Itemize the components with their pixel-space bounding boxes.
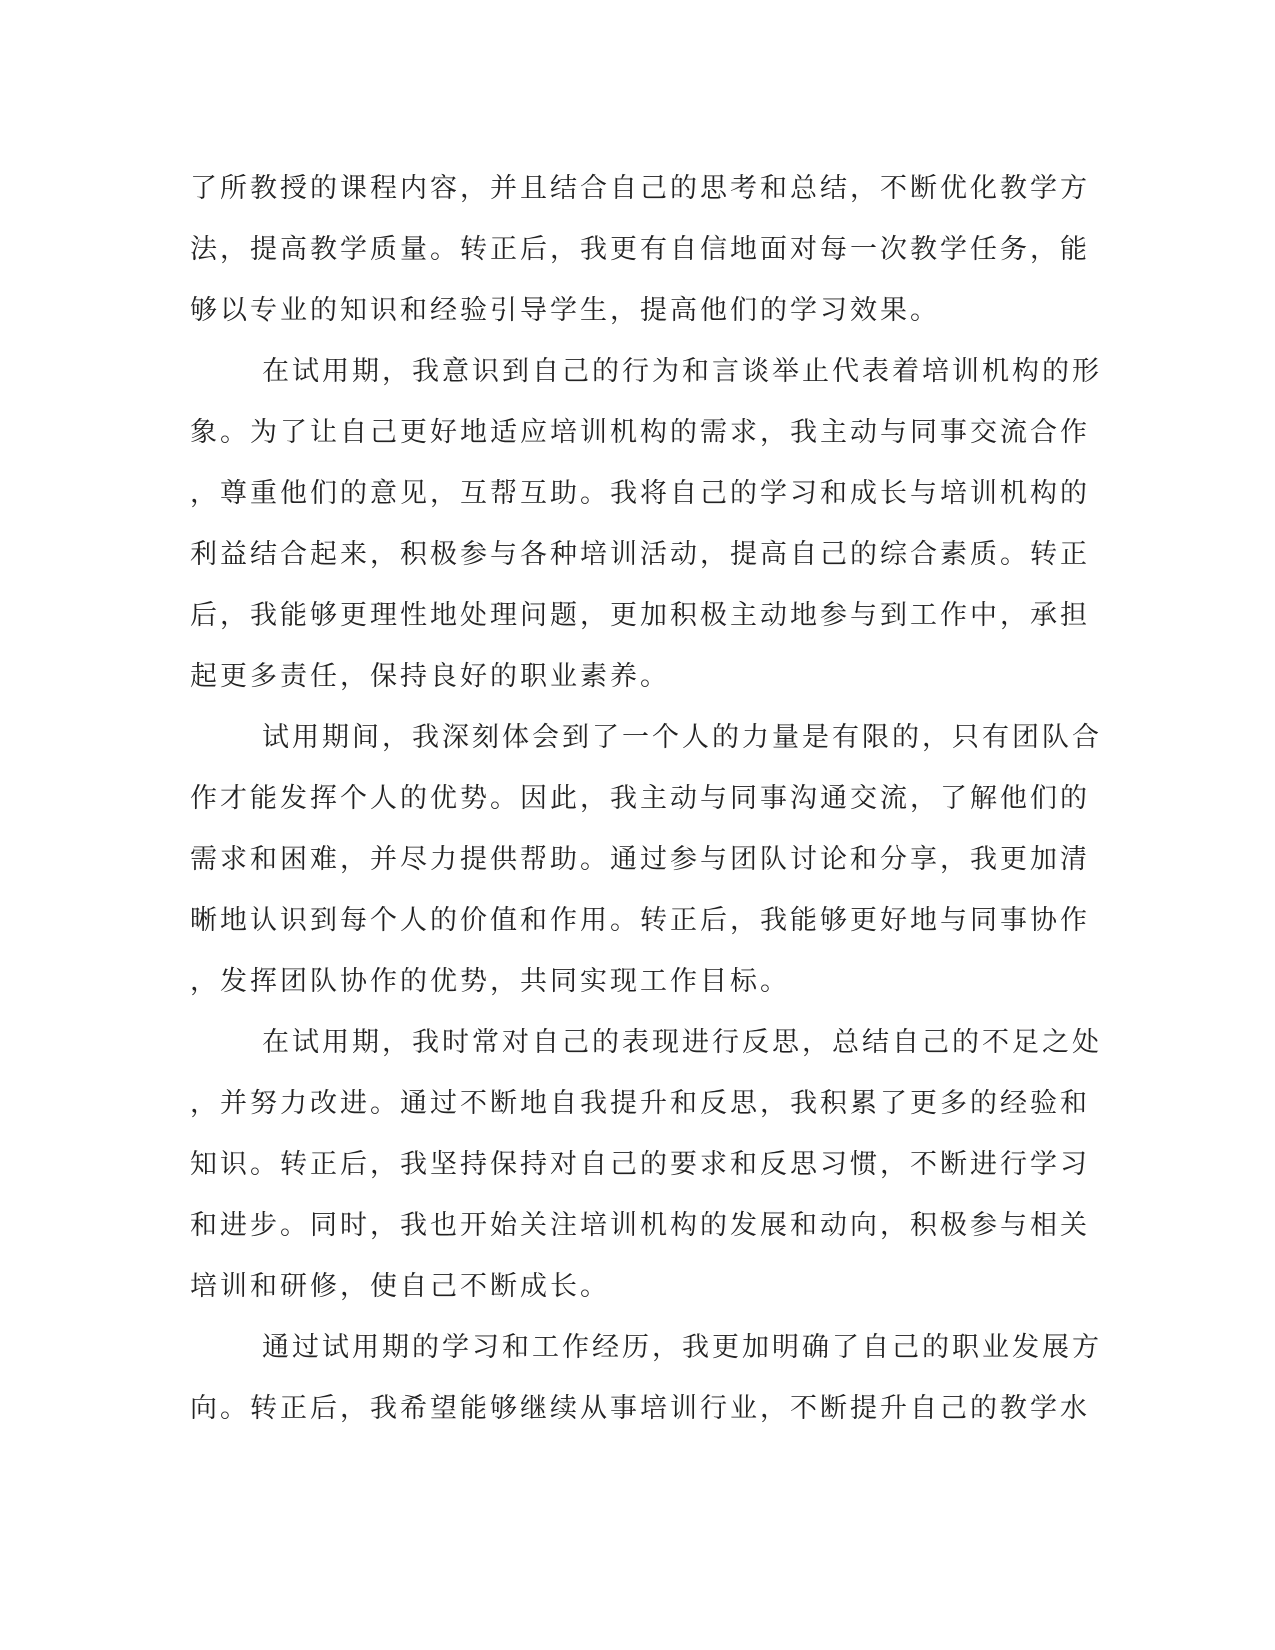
paragraph-first-line: 在试用期，我时常对自己的表现进行反思，总结自己的不足之处	[262, 1027, 1102, 1058]
text-line: 作才能发挥个人的优势。因此，我主动与同事沟通交流，了解他们的	[190, 783, 1090, 814]
text-line: 象。为了让自己更好地适应培训机构的需求，我主动与同事交流合作	[190, 417, 1090, 448]
text-line: 法，提高教学质量。转正后，我更有自信地面对每一次教学任务，能	[190, 234, 1090, 265]
text-line: 培训和研修，使自己不断成长。	[190, 1271, 610, 1302]
text-line: 向。转正后，我希望能够继续从事培训行业，不断提升自己的教学水	[190, 1393, 1090, 1424]
text-line: 起更多责任，保持良好的职业素养。	[190, 661, 670, 692]
text-line: 利益结合起来，积极参与各种培训活动，提高自己的综合素质。转正	[190, 539, 1090, 570]
text-line: ，尊重他们的意见，互帮互助。我将自己的学习和成长与培训机构的	[190, 478, 1090, 509]
text-line: 知识。转正后，我坚持保持对自己的要求和反思习惯，不断进行学习	[190, 1149, 1090, 1180]
text-line: 了所教授的课程内容，并且结合自己的思考和总结，不断优化教学方	[190, 173, 1090, 204]
document-body	[190, 158, 1102, 1439]
paragraph-first-line: 在试用期，我意识到自己的行为和言谈举止代表着培训机构的形	[262, 356, 1102, 387]
paragraph-first-line: 通过试用期的学习和工作经历，我更加明确了自己的职业发展方	[262, 1332, 1102, 1363]
text-line: 晰地认识到每个人的价值和作用。转正后，我能够更好地与同事协作	[190, 905, 1090, 936]
text-line: 和进步。同时，我也开始关注培训机构的发展和动向，积极参与相关	[190, 1210, 1090, 1241]
text-line: ，发挥团队协作的优势，共同实现工作目标。	[190, 966, 790, 997]
text-line: 需求和困难，并尽力提供帮助。通过参与团队讨论和分享，我更加清	[190, 844, 1090, 875]
text-line: 后，我能够更理性地处理问题，更加积极主动地参与到工作中，承担	[190, 600, 1090, 631]
text-line: 够以专业的知识和经验引导学生，提高他们的学习效果。	[190, 295, 940, 326]
text-line: ，并努力改进。通过不断地自我提升和反思，我积累了更多的经验和	[190, 1088, 1090, 1119]
paragraph-first-line: 试用期间，我深刻体会到了一个人的力量是有限的，只有团队合	[262, 722, 1102, 753]
